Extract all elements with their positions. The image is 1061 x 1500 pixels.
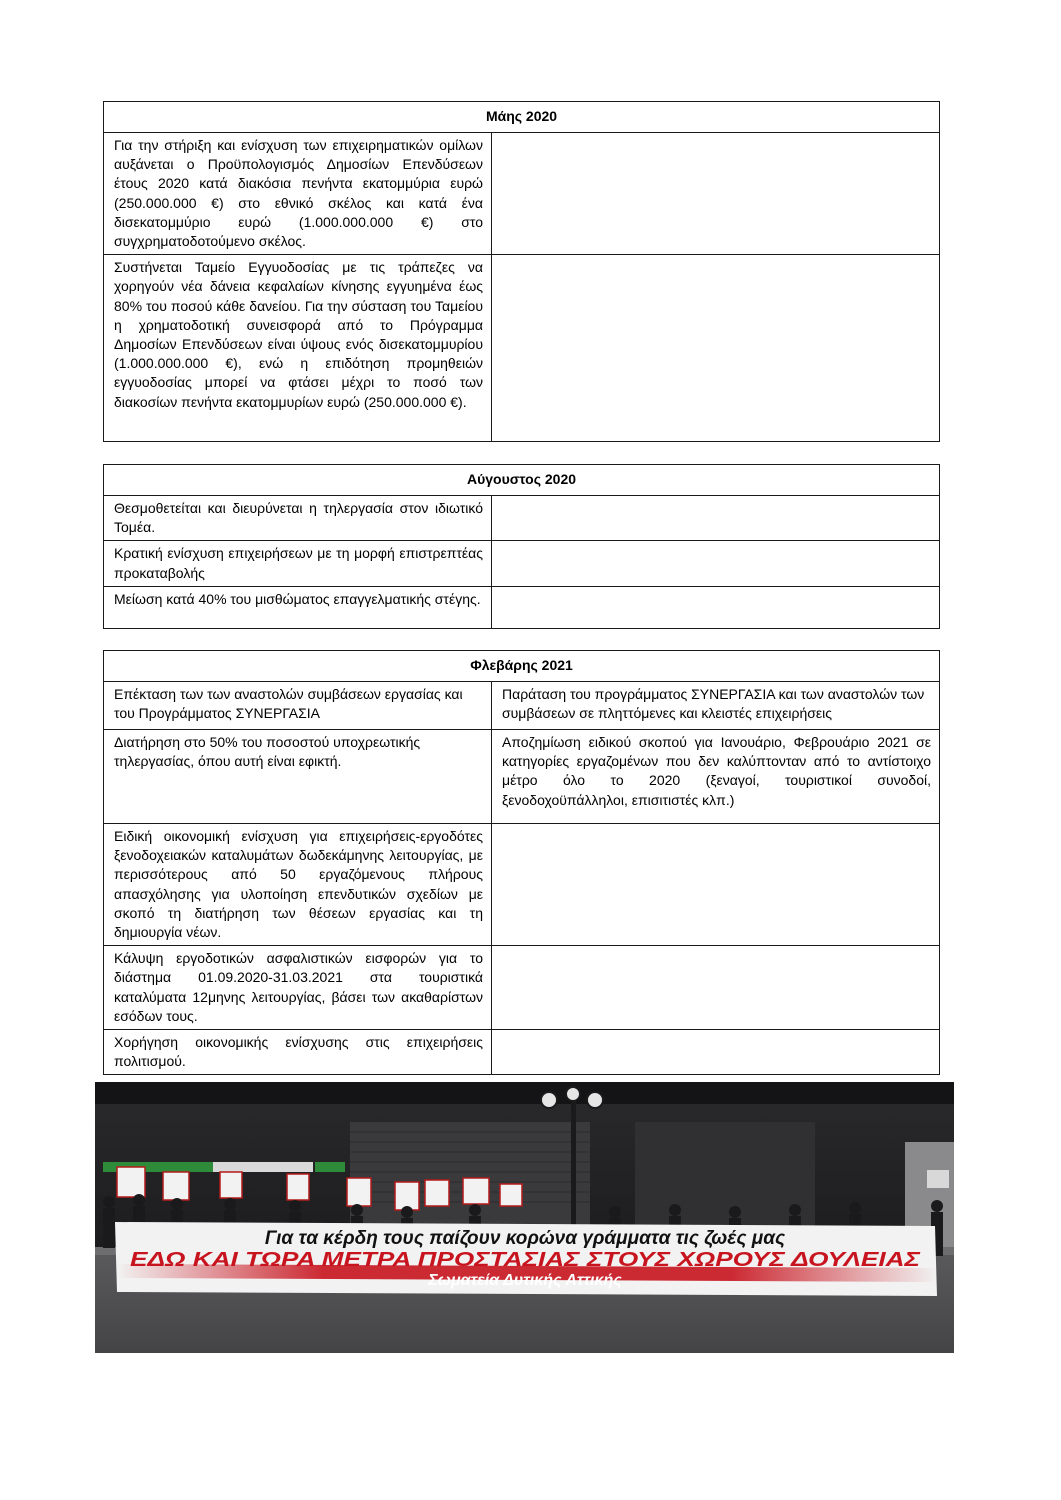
banner-line-2: ΕΔΩ ΚΑΙ ΤΩΡΑ ΜΕΤΡΑ ΠΡΟΣΤΑΣΙΑΣ ΣΤΟΥΣ ΧΩΡΟΥΣ ΔΟΥΛΕΙΑΣ <box>130 1249 922 1271</box>
table-cell: Για την στήριξη και ενίσχυση των επιχειρηματικών ομίλων αυξάνεται ο Προϋπολογισμός Δημοσίων Επενδύσεων έτους 2020 κατά διακόσια πενήντα εκατομμύρια ευρώ (250.000.000 €) στο εθνικό σκέλος και κατά ένα δισεκατομμύριο ευρώ (1.000.000.000 €) στο συγχρηματοδοτούμενο σκέλος. <box>104 133 492 255</box>
table-row <box>104 1030 940 1075</box>
table-cell <box>492 1030 940 1075</box>
table-header: Μάης 2020 <box>104 102 940 133</box>
table-cell <box>492 255 940 442</box>
table-august-2020 <box>103 464 940 629</box>
banner-line-1: Για τα κέρδη τους παίζουν κορώνα γράμματα τις ζωές μας <box>264 1228 786 1249</box>
table-header: Φλεβάρης 2021 <box>104 651 940 682</box>
table-cell: Ειδική οικονομική ενίσχυση για επιχειρήσεις-εργοδότες ξενοδοχειακών καταλυμάτων δωδεκάμηνης λειτουργίας, με περισσότερους από 50 εργαζόμενους πλήρους απασχόλησης για υλοποίηση επενδυτικών σχεδίων με σκοπό τη διατήρηση των θέσεων εργασίας και τη δημιουργία νέων. <box>104 824 492 946</box>
table-header: Αύγουστος 2020 <box>104 465 940 496</box>
table-cell: Επέκταση των των αναστολών συμβάσεων εργασίας και του Προγράμματος ΣΥΝΕΡΓΑΣΙΑ <box>104 682 492 730</box>
table-cell: Κρατική ενίσχυση επιχειρήσεων με τη μορφή επιστρεπτέας προκαταβολής <box>104 541 492 586</box>
table-row <box>104 133 940 255</box>
table-cell <box>492 133 940 255</box>
table-cell: Χορήγηση οικονομικής ενίσχυσης στις επιχειρήσεις πολιτισμού. <box>104 1030 492 1075</box>
table-cell: Συστήνεται Ταμείο Εγγυοδοσίας με τις τράπεζες να χορηγούν νέα δάνεια κεφαλαίων κίνησης εγγυημένα έως 80% του ποσού κάθε δανείου. Για την σύσταση του Ταμείου η χρηματοδοτική συνεισφορά από το Πρόγραμμα Δημοσίων Επενδύσεων είναι ύψους ενός δισεκατομμυρίου (1.000.000.000 €), ενώ η επιδότηση προμηθειών εγγυοδοσίας μπορεί να φτάσει μέχρι το ποσό των διακοσίων πενήντα εκατομμυρίων ευρώ (250.000.000 €). <box>104 255 492 442</box>
table-row <box>104 255 940 442</box>
table-cell: Αποζημίωση ειδικού σκοπού για Ιανουάριο, Φεβρουάριο 2021 σε κατηγορίες εργαζομένων που δεν καλύπτονταν από το αντίστοιχο μέτρο όλο το 2020 (ξεναγοί, τουριστικοί συνοδοί, ξενοδοχοϋπάλληλοι, επισιτιστές κλπ.) <box>492 730 940 824</box>
table-row <box>104 946 940 1030</box>
table-may-2020 <box>103 101 940 442</box>
table-row <box>104 496 940 541</box>
table-row <box>104 586 940 628</box>
table-cell <box>492 946 940 1030</box>
table-cell <box>492 586 940 628</box>
table-cell: Θεσμοθετείται και διευρύνεται η τηλεργασία στον ιδιωτικό Τομέα. <box>104 496 492 541</box>
table-cell <box>492 496 940 541</box>
protest-banner <box>115 1222 937 1296</box>
table-february-2021 <box>103 650 940 1075</box>
protest-photo <box>95 1082 954 1353</box>
banner-line-3: Σωματεία Δυτικής Αττικής <box>428 1272 622 1289</box>
table-cell: Μείωση κατά 40% του μισθώματος επαγγελματικής στέγης. <box>104 586 492 628</box>
table-row <box>104 682 940 730</box>
table-cell: Κάλυψη εργοδοτικών ασφαλιστικών εισφορών για το διάστημα 01.09.2020-31.03.2021 στα τουριστικά καταλύματα 12μηνης λειτουργίας, βάσει των ακαθαρίστων εσόδων τους. <box>104 946 492 1030</box>
table-row <box>104 730 940 824</box>
table-cell: Παράταση του προγράμματος ΣΥΝΕΡΓΑΣΙΑ και των αναστολών των συμβάσεων σε πληττόμενες και κλειστές επιχειρήσεις <box>492 682 940 730</box>
table-row <box>104 541 940 586</box>
table-row <box>104 824 940 946</box>
table-cell <box>492 541 940 586</box>
table-cell: Διατήρηση στο 50% του ποσοστού υποχρεωτικής τηλεργασίας, όπου αυτή είναι εφικτή. <box>104 730 492 824</box>
table-cell <box>492 824 940 946</box>
